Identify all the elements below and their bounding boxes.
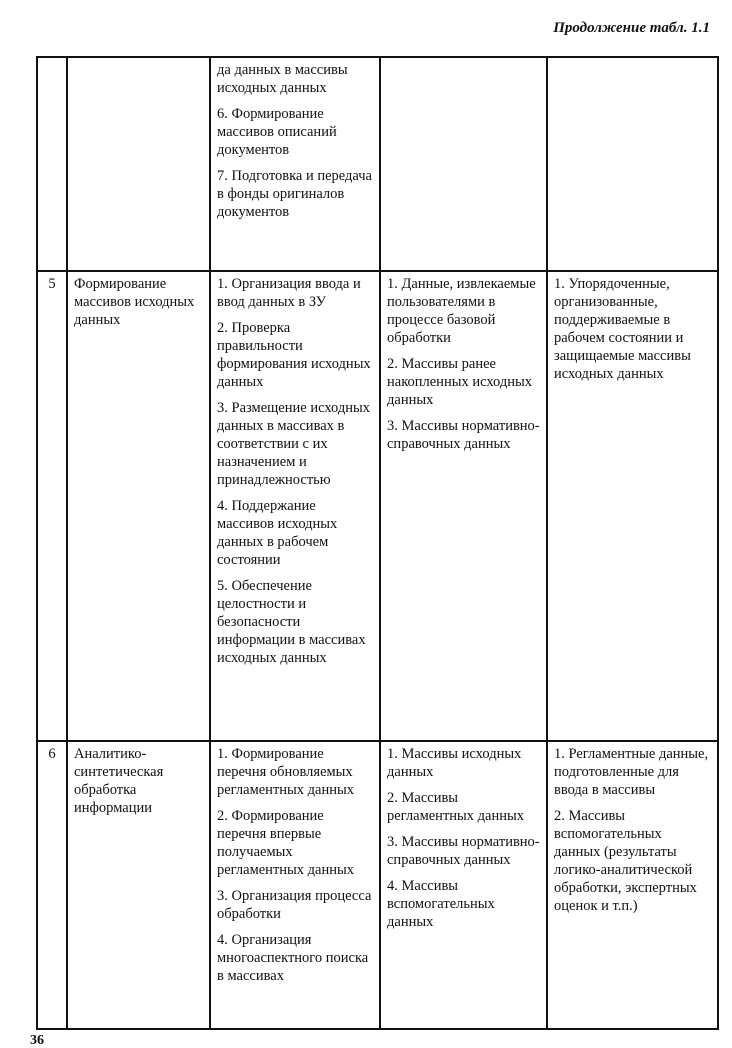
tasks-cell bbox=[210, 741, 380, 1029]
input-item: 2. Массивы регламентных данных bbox=[387, 790, 524, 824]
output-item: 2. Массивы вспомогательных данных (результаты логико-аналитической обработки, экспертных оценок и т.п.) bbox=[554, 808, 697, 914]
inputs-cell bbox=[380, 271, 547, 741]
task-item: 1. Организация ввода и ввод данных в ЗУ bbox=[217, 276, 361, 310]
process-table bbox=[36, 56, 719, 1030]
input-item: 2. Массивы ранее накопленных исходных данных bbox=[387, 356, 532, 408]
table-continuation-caption: Продолжение табл. 1.1 bbox=[553, 20, 710, 36]
task-item: 2. Проверка правильности формирования исходных данных bbox=[217, 320, 371, 390]
task-item: 2. Формирование перечня впервые получаемых регламентных данных bbox=[217, 808, 354, 878]
input-item: 4. Массивы вспомогательных данных bbox=[387, 878, 495, 930]
output-item: 1. Регламентные данные, подготовленные для ввода в массивы bbox=[554, 746, 709, 798]
task-item: 7. Подготовка и передача в фонды оригиналов документов bbox=[217, 168, 372, 220]
table-row bbox=[37, 741, 718, 1029]
stage-name: Формирование массивов исходных данных bbox=[67, 271, 210, 741]
task-item: 3. Размещение исходных данных в массивах в соответствии с их назначением и принадлежностью bbox=[217, 400, 370, 488]
row-number: 5 bbox=[37, 271, 67, 741]
task-item: 3. Организация процесса обработки bbox=[217, 888, 372, 922]
task-item: 4. Поддержание массивов исходных данных в рабочем состоянии bbox=[217, 498, 338, 568]
input-item: 3. Массивы нормативно-справочных данных bbox=[387, 834, 540, 868]
row-number: 6 bbox=[37, 741, 67, 1029]
task-item: 4. Организация многоаспектного поиска в массивах bbox=[217, 932, 369, 984]
inputs-cell bbox=[380, 57, 547, 271]
input-item: 3. Массивы нормативно-справочных данных bbox=[387, 418, 540, 452]
input-item: 1. Данные, извлекаемые пользователями в процессе базовой обработки bbox=[387, 276, 536, 346]
tasks-cell bbox=[210, 271, 380, 741]
inputs-cell bbox=[380, 741, 547, 1029]
stage-name bbox=[67, 57, 210, 271]
output-item: 1. Упорядоченные, организованные, поддерживаемые в рабочем состоянии и защищаемые массивы исходных данных bbox=[554, 276, 691, 382]
input-item: 1. Массивы исходных данных bbox=[387, 746, 522, 780]
task-item: 1. Формирование перечня обновляемых регламентных данных bbox=[217, 746, 354, 798]
outputs-cell bbox=[547, 57, 718, 271]
task-item: 6. Формирование массивов описаний документов bbox=[217, 106, 337, 158]
table-row bbox=[37, 57, 718, 271]
page-number: 36 bbox=[30, 1033, 44, 1048]
table-row bbox=[37, 271, 718, 741]
task-item: 5. Обеспечение целостности и безопасности информации в массивах исходных данных bbox=[217, 578, 366, 666]
row-number bbox=[37, 57, 67, 271]
task-item: да данных в массивы исходных данных bbox=[217, 62, 348, 96]
outputs-cell bbox=[547, 271, 718, 741]
outputs-cell bbox=[547, 741, 718, 1029]
stage-name: Аналитико-синтетическая обработка информации bbox=[67, 741, 210, 1029]
tasks-cell bbox=[210, 57, 380, 271]
